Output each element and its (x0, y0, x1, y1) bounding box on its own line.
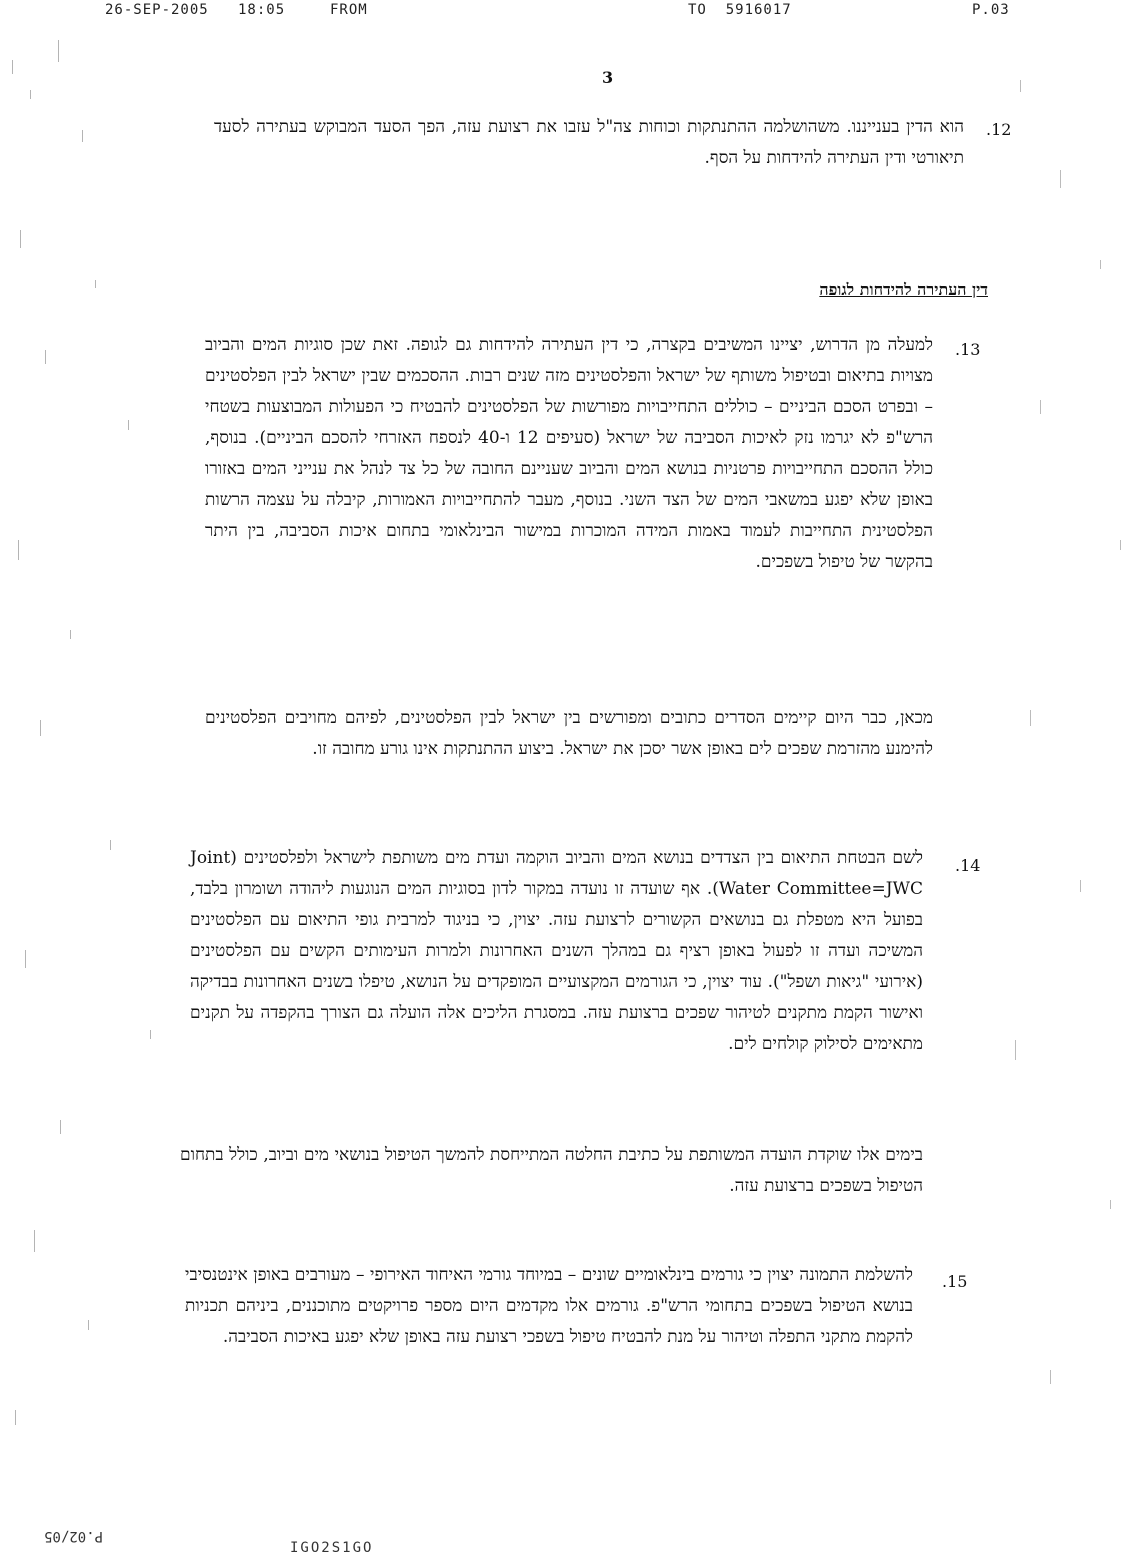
page-number: 3 (602, 68, 614, 87)
paragraph-12-text: הוא הדין בענייננו. משהושלמה ההתנתקות וכוחות צה"ל עזבו את רצועת עזה, הפך הסעד המבוקש בעתירה לסעד תיאורטי ודין העתירה להידחות על הסף. (214, 117, 964, 168)
scan-noise-left (0, 20, 200, 1520)
fax-to-number: 5916017 (725, 2, 792, 18)
paragraph-number-15: .15 (942, 1272, 968, 1291)
fax-from-label: FROM (330, 2, 368, 18)
fax-to-label: TO (688, 2, 707, 18)
fax-page: P.03 (972, 2, 1010, 18)
paragraph-14-continuation: בימים אלו שוקדת הועדה המשותפת על כתיבת החלטה המתייחסת להמשך הטיפול בנושאי מים וביוב, כולל בתחום הטיפול בשפכים ברצועת עזה. (180, 1145, 923, 1196)
paragraph-number-12: .12 (986, 120, 1012, 139)
paragraph-number-13: .13 (955, 340, 981, 359)
fax-header (0, 2, 1144, 22)
section-heading: דין העתירה להידחות לגופה (819, 280, 988, 299)
scan-noise-right (1000, 20, 1144, 1520)
fax-time: 18:05 (238, 2, 286, 18)
paragraph-15-text: להשלמת התמונה יצוין כי גורמים בינלאומיים שונים – במיוחד גורמי האיחוד האירופי – מעורבים באופן אינטנסיבי בנושא הטיפול בשפכים בתחומי הרש"פ. גורמים אלו מקדמים היום מספר פרויקטים מתוכננים, ביניהם תכניות להקמת מתקני התפלה וטיהור על מנת להבטיח טיפול בשפכי רצועת עזה באופן שלא יפגע באיכות הסביבה. (185, 1265, 913, 1347)
paragraph-13-text: למעלה מן הדרוש, יציינו המשיבים בקצרה, כי דין העתירה להידחות גם לגופה. זאת שכן סוגיות המים והביוב מצויות בתיאום ובטיפול משותף של ישראל והפלסטינים מזה שנים רבות. ההסכמים שבין ישראל לבין הפלסטינים – ובפרט הסכם הביניים – כוללים התחייבויות מפורשות של הפלסטינים להבטיח כי הפעולות המבוצעות בשטחי הרש"פ לא יגרמו נזק לאיכות הסביבה של ישראל (סעיפים 12 ו-40 לנספח האזרחי להסכם הביניים). בנוסף, כולל ההסכם התחייבויות פרטניות בנושא המים והביוב שעניינם החובה של כל צד לנהל את ענייני המים באזורו באופן שלא יפגע במשאבי המים של הצד השני. בנוסף, מעבר להתחייבויות האמורות, קיבלה על עצמה הרשות הפלסטינית התחייבות לעמוד באמות המידה המוכרות במישור הבינלאומי בתחום איכות הסביבה, בין היתר בהקשר של טיפול בשפכים. (205, 335, 933, 572)
fax-to (688, 2, 792, 18)
fax-date: 26-SEP-2005 (105, 2, 209, 18)
paragraph-number-14: .14 (955, 856, 981, 875)
fax-footer-inverted-page: P.02/05 (44, 1528, 104, 1544)
paragraph-13-continuation: מכאן, כבר היום קיימים הסדרים כתובים ומפורשים בין ישראל לבין הפלסטינים, לפיהם מחויבים הפלסטינים להימנע מהזרמת שפכים לים באופן אשר יסכן את ישראל. ביצוע ההתנתקות אינו גורע מחובה זו. (205, 708, 933, 759)
fax-footer-code: IGO2S1GO (290, 1540, 374, 1556)
paragraph-14-text: לשם הבטחת התיאום בין הצדדים בנושא המים והביוב הוקמה ועדת מים משותפת לישראל ולפלסטינים (Joint Water Committee=JWC). אף שועדה זו נועדה במקור לדון בסוגיות המים הנוגעות ליהודה ושומרון בלבד, בפועל היא מטפלת גם בנושאים הקשורים לרצועת עזה. יצוין, כי בניגוד למרבית גופי התיאום עם הפלסטינים המשיכה ועדה זו לפעול באופן רציף גם במהלך השנים האחרונות ולמרות העימותים הקשים עם הפלסטינים (אירועי "גיאות ושפל"). עוד יצוין, כי הגורמים המקצועיים המופקדים על הנושא, טיפלו בשנים האחרונות בבדיקה ואישור הקמת מתקנים לטיהור שפכים ברצועת עזה. במסגרת הליכים אלה הועלה גם הצורך בהקפדה על תקנים מתאימים לסילוק קולחים לים. (190, 848, 924, 1054)
